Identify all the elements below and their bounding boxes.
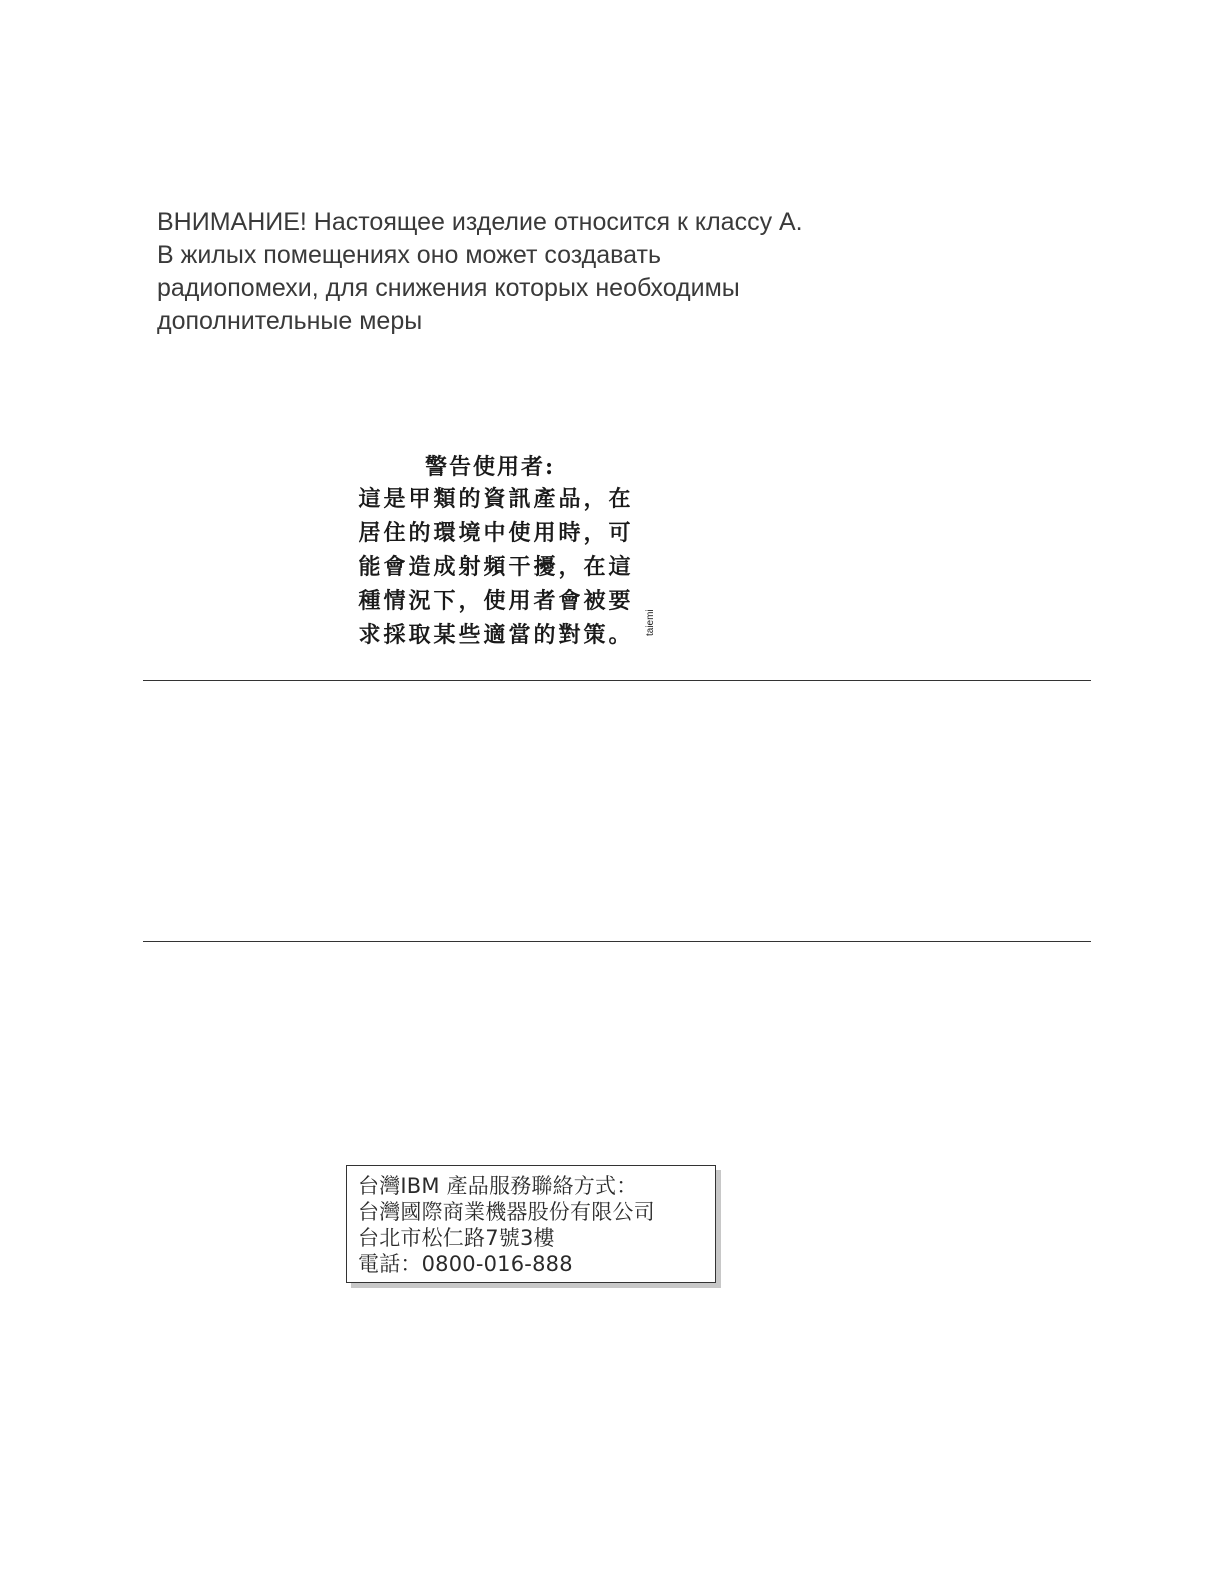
russian-class-a-notice xyxy=(157,206,917,338)
contact-heading: 台灣IBM 產品服務聯絡方式： xyxy=(358,1174,638,1198)
contact-address: 台北市松仁路7號3樓 xyxy=(358,1226,555,1250)
taiwan-warning-line-5: 求採取某些適當的對策。 xyxy=(358,622,634,648)
russian-notice-line-1: ВНИМАНИЕ! Настоящее изделие относится к классу А. xyxy=(157,208,803,236)
taiwan-warning-line-2: 居住的環境中使用時，可 xyxy=(358,520,634,546)
section-divider-top xyxy=(143,680,1091,681)
taiwan-class-a-warning xyxy=(350,452,650,652)
taiwan-ibm-contact-box xyxy=(346,1165,716,1283)
taiwan-warning-line-3: 能會造成射頻干擾，在這 xyxy=(358,554,634,580)
contact-company: 台灣國際商業機器股份有限公司 xyxy=(358,1200,655,1224)
taiwan-warning-line-4: 種情況下，使用者會被要 xyxy=(358,588,634,614)
taiwan-warning-figure-tag: taiemi xyxy=(645,609,656,637)
contact-phone: 電話：0800-016-888 xyxy=(358,1252,573,1276)
taiwan-warning-line-1: 這是甲類的資訊產品，在 xyxy=(358,486,634,512)
section-divider-bottom xyxy=(143,941,1091,942)
russian-notice-line-4: дополнительные меры xyxy=(157,307,423,335)
russian-notice-line-3: радиопомехи, для снижения которых необходимы xyxy=(157,274,740,302)
taiwan-warning-title: 警告使用者: xyxy=(424,454,556,480)
russian-notice-line-2: В жилых помещениях оно может создавать xyxy=(157,241,661,269)
